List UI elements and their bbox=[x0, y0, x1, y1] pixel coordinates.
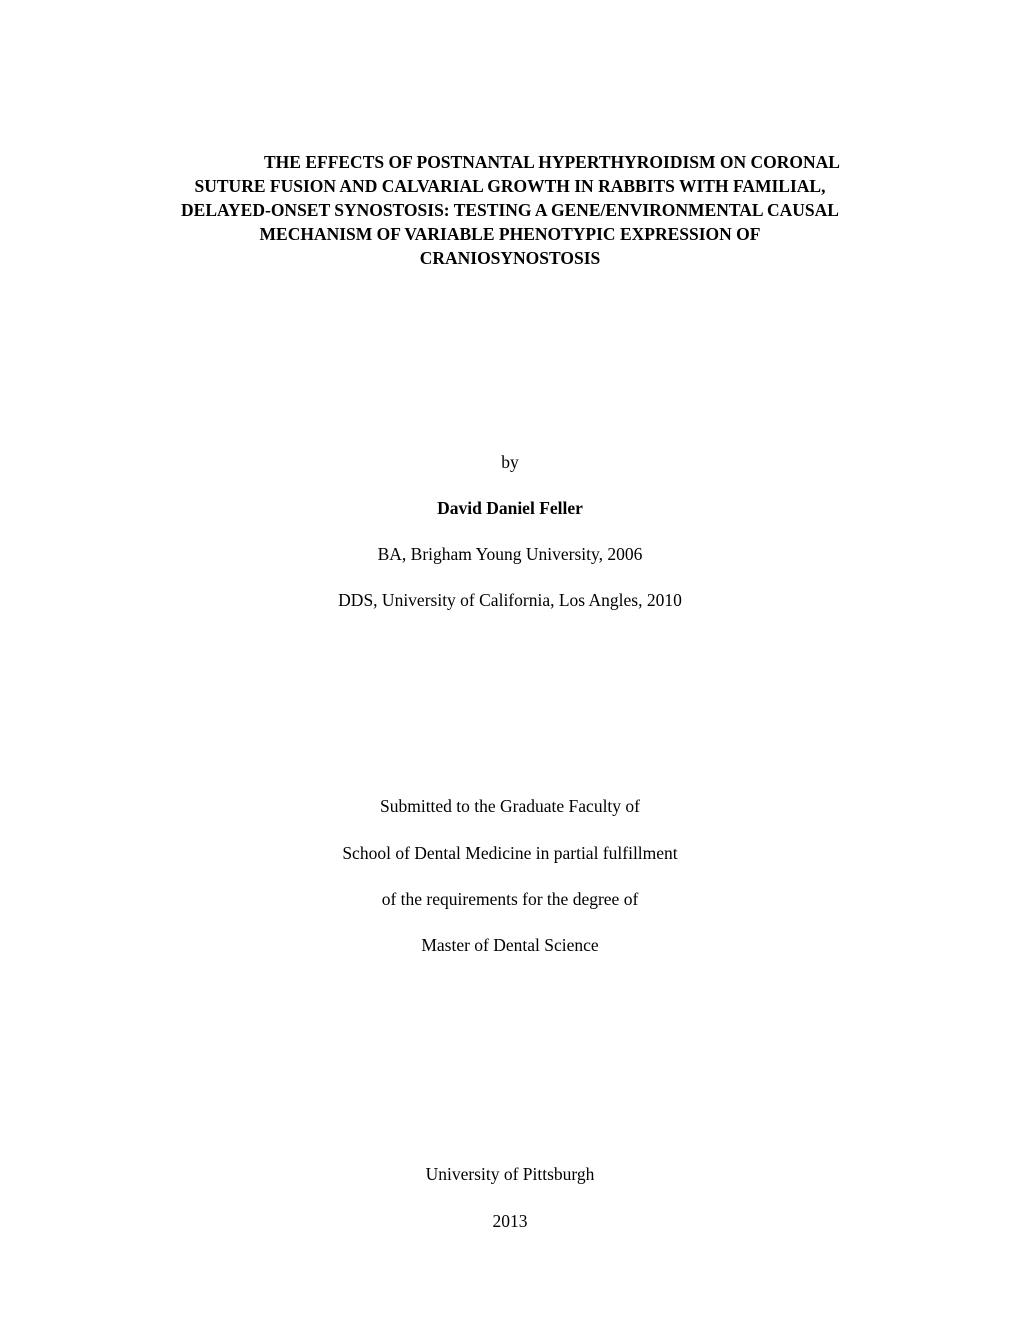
title-line-2: SUTURE FUSION AND CALVARIAL GROWTH IN RABBITS WITH FAMILIAL, bbox=[194, 176, 826, 196]
title-line-5: CRANIOSYNOSTOSIS bbox=[419, 248, 601, 268]
submission-line-2: School of Dental Medicine in partial fulfillment bbox=[342, 843, 678, 863]
title-line-4: MECHANISM OF VARIABLE PHENOTYPIC EXPRESSION OF bbox=[259, 224, 761, 244]
author-name: David Daniel Feller bbox=[437, 498, 583, 518]
title-line-3: DELAYED-ONSET SYNOSTOSIS: TESTING A GENE/ENVIRONMENTAL CAUSAL bbox=[181, 200, 839, 220]
by-label: by bbox=[501, 452, 519, 472]
title-line-1: THE EFFECTS OF POSTNANTAL HYPERTHYROIDISM ON CORONAL bbox=[264, 152, 840, 172]
degree-ba: BA, Brigham Young University, 2006 bbox=[377, 544, 643, 564]
degree-dds: DDS, University of California, Los Angles, 2010 bbox=[338, 590, 682, 610]
year: 2013 bbox=[492, 1211, 528, 1231]
submission-line-3: of the requirements for the degree of bbox=[381, 889, 639, 909]
institution-name: University of Pittsburgh bbox=[425, 1164, 595, 1184]
thesis-title bbox=[110, 150, 910, 270]
degree-name: Master of Dental Science bbox=[421, 935, 599, 955]
submission-line-1: Submitted to the Graduate Faculty of bbox=[379, 796, 640, 816]
